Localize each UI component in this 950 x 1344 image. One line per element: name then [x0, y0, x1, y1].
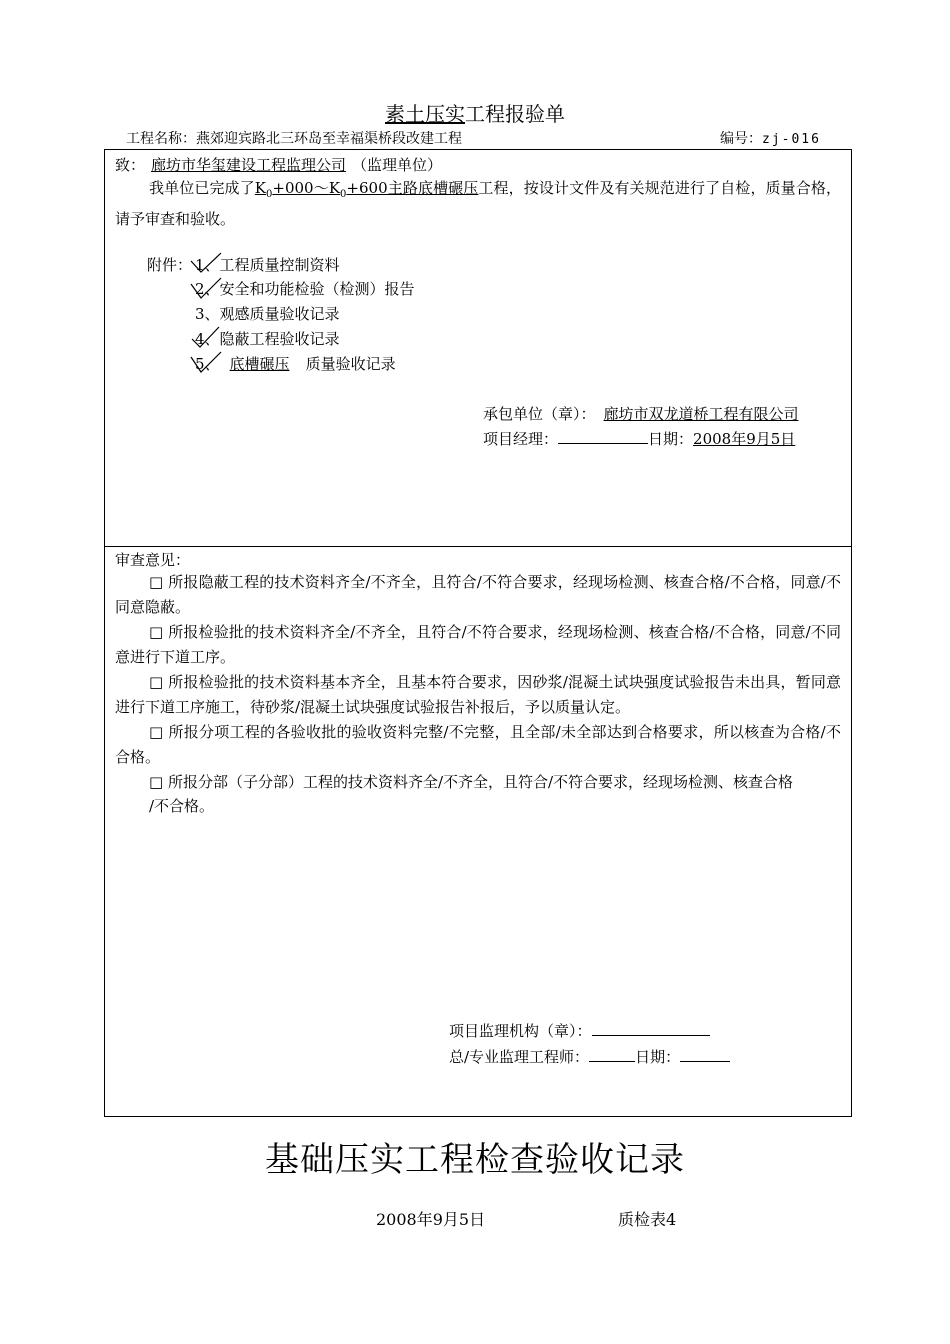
contractor-name: 廊坊市双龙道桥工程有限公司 — [603, 405, 799, 423]
contractor-line — [483, 403, 805, 424]
review-date-label: 日期： — [635, 1048, 681, 1066]
supervision-org-line — [449, 1020, 710, 1041]
attachment-item-5: 5、 底槽碾压 质量验收记录 — [195, 355, 396, 373]
review-option-4: □ 所报分项工程的各验收批的验收资料完整/不完整，且全部/未全部达到合格要求，所以核查为合格/不合格。 — [115, 723, 841, 766]
project-name: 燕郊迎宾路北三环岛至幸福渠桥段改建工程 — [196, 131, 462, 147]
engineer-label: 总/专业监理工程师： — [449, 1048, 590, 1066]
org-label: 项目监理机构（章）： — [449, 1022, 592, 1040]
review-option-2: □ 所报检验批的技术资料齐全/不齐全，且符合/不符合要求，经现场检测、核查合格/不合格，同意/不同意进行下道工序。 — [115, 623, 841, 666]
review-label: 审查意见： — [115, 551, 191, 569]
addressee-line — [115, 154, 442, 175]
date-label: 日期： — [648, 430, 694, 448]
check-mark-icon — [189, 349, 223, 373]
engineer-signature-blank — [589, 1047, 635, 1062]
record-form-number: 质检表4 — [618, 1210, 677, 1229]
project-label: 工程名称： — [126, 131, 196, 147]
record-title: 基础压实工程检查验收记录 — [265, 1140, 685, 1180]
project-info — [126, 128, 462, 148]
report-date: 2008年9月5日 — [693, 430, 796, 448]
review-option-3: □ 所报检验批的技术资料基本齐全，且基本符合要求，因砂浆/混凝土试块强度试验报告未出具，暂同意进行下道工序施工，待砂浆/混凝土试块强度试验报告补报后，予以质量认定。 — [115, 673, 841, 716]
attachment-item-4: 4、隐蔽工程验收记录 — [195, 330, 340, 348]
attachment-item-3: 3、观感质量验收记录 — [195, 305, 340, 323]
work-scope: $K_0+000\sim K_0+600$主路底槽碾压 — [254, 179, 479, 200]
report-body: 我单位已完成了$K_0+000\sim K_0+600$主路底槽碾压工程，按设计文件及有关规范进行了自检，质量合格，请予审查和验收。 — [115, 179, 842, 228]
manager-signature-blank — [558, 429, 648, 444]
attachments-label: 附件： — [147, 256, 193, 274]
attachment-5-item: 底槽碾压 — [229, 355, 290, 373]
form-code — [720, 128, 821, 148]
contractor-label: 承包单位（章）： — [483, 405, 596, 423]
review-option-5: □ 所报分部（子分部）工程的技术资料齐全/不齐全，且符合/不符合要求，经现场检测、核查合格 — [149, 773, 794, 791]
manager-label: 项目经理： — [483, 430, 559, 448]
supervisor-company: 廊坊市华玺建设工程监理公司 — [151, 156, 347, 174]
review-date-blank — [680, 1047, 730, 1062]
code-label: 编号： — [720, 131, 762, 147]
record-date: 2008年9月5日 — [376, 1210, 486, 1229]
review-option-5-cont: /不合格。 — [149, 797, 215, 815]
form-title-rest: 工程报验单 — [465, 102, 565, 126]
check-mark-icon — [189, 251, 223, 275]
check-mark-icon — [189, 276, 223, 300]
form-title — [0, 98, 950, 127]
attachment-item-2: 2、安全和功能检验（检测）报告 — [195, 280, 415, 298]
report-section — [104, 149, 852, 547]
org-signature-blank — [592, 1021, 710, 1036]
code-value: zj-016 — [762, 132, 821, 147]
check-mark-icon — [189, 325, 223, 349]
to-suffix: （监理单位） — [352, 156, 443, 174]
to-label: 致： — [115, 156, 146, 174]
form-title-underlined: 素土压实 — [385, 102, 465, 126]
manager-line — [483, 428, 795, 449]
review-option-1: □ 所报隐蔽工程的技术资料齐全/不齐全，且符合/不符合要求，经现场检测、核查合格/不合格，同意/不同意隐蔽。 — [115, 573, 841, 616]
engineer-line — [449, 1046, 730, 1067]
review-section — [104, 545, 852, 1117]
attachment-item-1: 1、工程质量控制资料 — [195, 256, 340, 274]
